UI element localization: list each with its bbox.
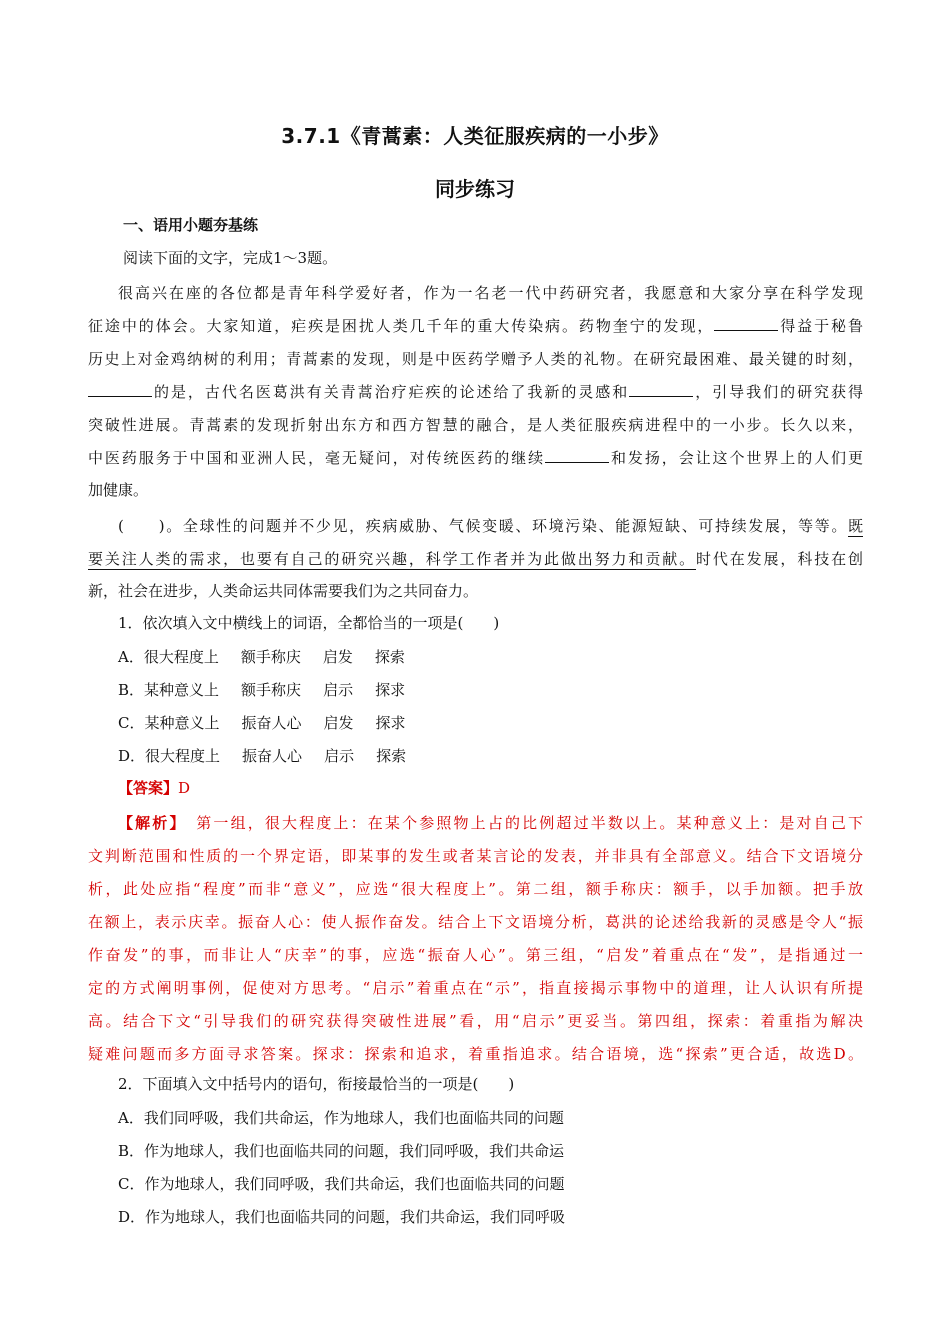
analysis-line: 文判断范围和性质的一个界定语，即某事的发生或者某言论的发表，并非具有全部意义。结合下文语境分 <box>88 847 863 865</box>
analysis-line: 在额上，表示庆幸。振奋人心：使人振作奋发。结合上下文语境分析，葛洪的论述给我新的灵感是令人“振 <box>88 913 863 931</box>
question-1-option-c[interactable]: C．某种意义上 振奋人心 启发 探求 <box>118 714 406 732</box>
fill-blank <box>629 382 693 397</box>
passage-line: 要关注人类的需求，也要有自己的研究兴趣，科学工作者并为此做出努力和贡献。时代在发展，科技在创 <box>88 550 863 568</box>
passage-line: 的是，古代名医葛洪有关青蒿治疗疟疾的论述给了我新的灵感和 ，引导我们的研究获得 <box>88 381 863 402</box>
fill-blank <box>714 316 778 331</box>
question-2-option-b[interactable]: B．作为地球人，我们也面临共同的问题，我们同呼吸，我们共命运 <box>118 1142 565 1160</box>
question-1-option-a[interactable]: A．很大程度上 额手称庆 启发 探索 <box>118 648 405 666</box>
passage-line: 突破性进展。青蒿素的发现折射出东方和西方智慧的融合，是人类征服疾病进程中的一小步。长久以来， <box>88 416 863 434</box>
document-title: 3.7.1《青蒿素：人类征服疾病的一小步》 <box>281 124 669 148</box>
passage-line: ( )。全球性的问题并不少见，疾病威胁、气候变暖、环境污染、能源短缺、可持续发展，等等。既 <box>118 517 863 535</box>
question-2-option-a[interactable]: A．我们同呼吸，我们共命运，作为地球人，我们也面临共同的问题 <box>118 1109 564 1127</box>
passage-line: 很高兴在座的各位都是青年科学爱好者，作为一名老一代中药研究者，我愿意和大家分享在科学发现 <box>118 284 863 302</box>
answer-value: D <box>178 779 191 797</box>
passage-line: 新，社会在进步，人类命运共同体需要我们为之共同奋力。 <box>88 582 479 600</box>
question-1-stem: 1．依次填入文中横线上的词语，全都恰当的一项是( ) <box>118 614 500 632</box>
question-2-stem: 2．下面填入文中括号内的语句，衔接最恰当的一项是( ) <box>118 1075 515 1093</box>
fill-blank <box>88 382 152 397</box>
analysis-line: 【解析】 第一组，很大程度上：在某个参照物上占的比例超过半数以上。某种意义上：是对自己下 <box>118 814 863 832</box>
answer-label: 【答案】 <box>118 779 179 797</box>
analysis-line: 疑难问题而多方面寻求答案。探求：探索和追求，着重指追求。结合语境，选“探索”更合适，故选D。 <box>88 1045 863 1063</box>
underlined-sentence: 要关注人类的需求，也要有自己的研究兴趣，科学工作者并为此做出努力和贡献。 <box>88 550 696 568</box>
analysis-label: 【解析】 <box>118 814 180 832</box>
section-heading: 一、语用小题夯基练 <box>123 216 259 234</box>
question-1-option-b[interactable]: B．某种意义上 额手称庆 启示 探求 <box>118 681 406 699</box>
analysis-line: 高。结合下文“引导我们的研究获得突破性进展”看，用“启示”更妥当。第四组，探索：着重指为解决 <box>88 1012 863 1030</box>
question-1-option-d[interactable]: D．很大程度上 振奋人心 启示 探索 <box>118 747 407 765</box>
instructions: 阅读下面的文字，完成1～3题。 <box>123 249 338 267</box>
passage-line: 征途中的体会。大家知道，疟疾是困扰人类几千年的重大传染病。药物奎宁的发现， 得益于秘鲁 <box>88 317 863 335</box>
passage-line: 加健康。 <box>88 481 149 499</box>
passage-line: 历史上对金鸡纳树的利用；青蒿素的发现，则是中医药学赠予人类的礼物。在研究最困难、最关键的时刻， <box>88 350 863 368</box>
document-subtitle: 同步练习 <box>435 177 515 201</box>
question-2-option-c[interactable]: C．作为地球人，我们同呼吸，我们共命运，我们也面临共同的问题 <box>118 1175 565 1193</box>
question-2-option-d[interactable]: D．作为地球人，我们也面临共同的问题，我们共命运，我们同呼吸 <box>118 1208 566 1226</box>
passage-line: 中医药服务于中国和亚洲人民，毫无疑问，对传统医药的继续 和发扬，会让这个世界上的人们更 <box>88 449 863 467</box>
analysis-line: 析，此处应指“程度”而非“意义”，应选“很大程度上”。第二组，额手称庆：额手，以手加额。把手放 <box>88 880 863 898</box>
underlined-sentence: 既 <box>847 517 863 535</box>
analysis-line: 定的方式阐明事例，促使对方思考。“启示”着重点在“示”，指直接揭示事物中的道理，让人认识有所提 <box>88 979 863 997</box>
answer-line <box>118 778 190 798</box>
fill-blank <box>545 448 609 463</box>
analysis-line: 作奋发”的事，而非让人“庆幸”的事，应选“振奋人心”。第三组，“启发”着重点在“发”，是指通过一 <box>88 946 863 964</box>
